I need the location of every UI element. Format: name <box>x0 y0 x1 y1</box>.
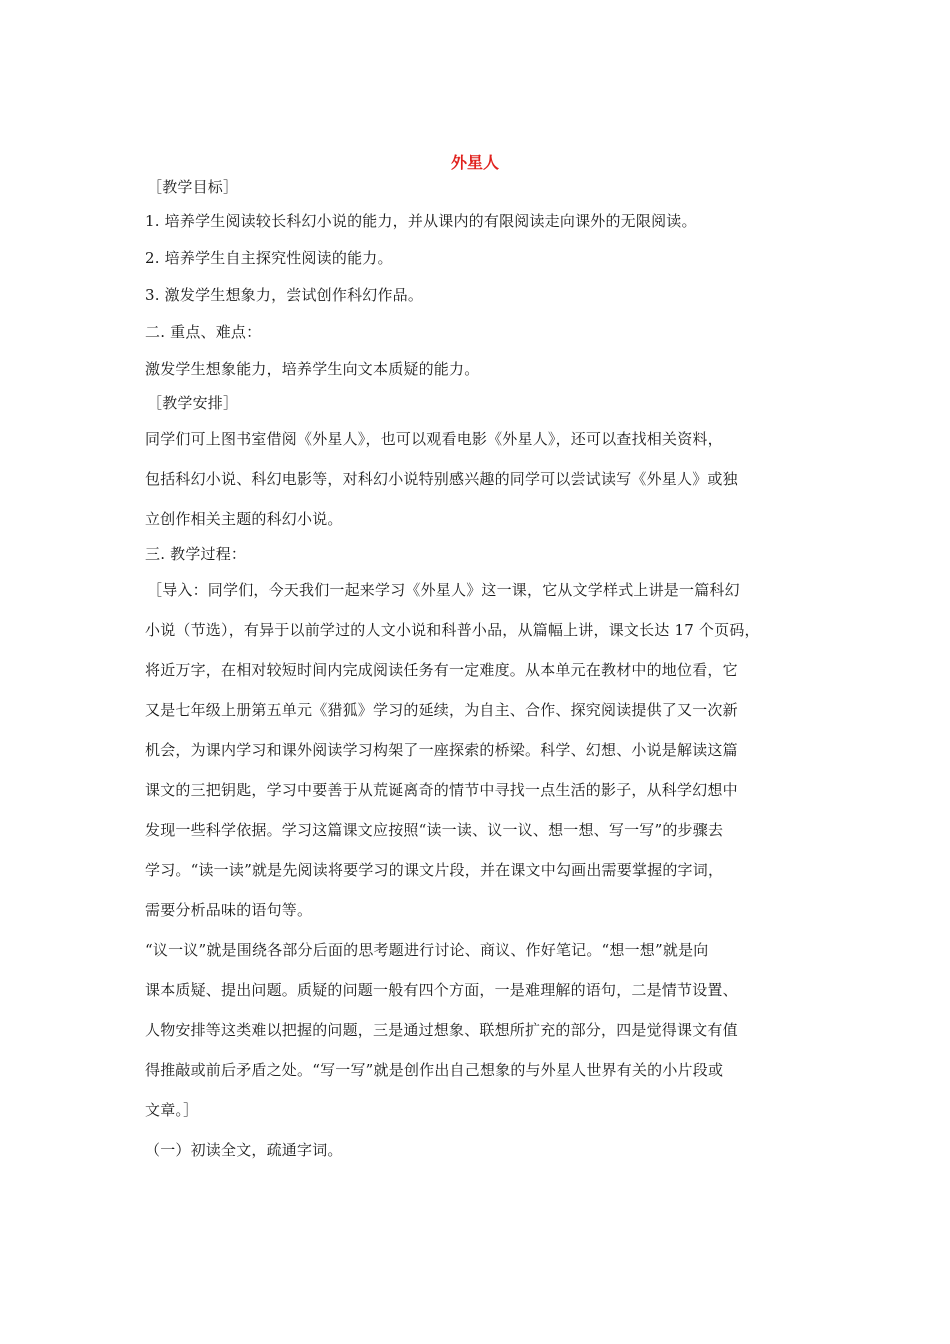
document-body <box>145 172 815 1170</box>
paragraph-line: 人物安排等这类难以把握的问题，三是通过想象、联想所扩充的部分，四是觉得课文有值 <box>145 1021 738 1039</box>
objective-item: 1. 培养学生阅读较长科幻小说的能力，并从课内的有限阅读走向课外的无限阅读。 <box>145 212 697 230</box>
paragraph-line: 需要分析品味的语句等。 <box>145 901 313 919</box>
paragraph-line: 又是七年级上册第五单元《猎狐》学习的延续，为自主、合作、探究阅读提供了又一次新 <box>145 701 738 719</box>
paragraph-line: 小说（节选），有异于以前学过的人文小说和科普小品，从篇幅上讲，课文长达 17 个页码， <box>145 621 760 639</box>
section-heading-objectives: ［教学目标］ <box>147 178 239 196</box>
objective-item: 2. 培养学生自主探究性阅读的能力。 <box>145 249 393 267</box>
paragraph-line: 得推敲或前后矛盾之处。“写一写”就是创作出自己想象的与外星人世界有关的小片段或 <box>145 1061 724 1079</box>
paragraph-line: 激发学生想象能力，培养学生向文本质疑的能力。 <box>145 360 480 378</box>
sub-heading-first-reading: （一）初读全文，疏通字词。 <box>145 1141 343 1159</box>
paragraph-line: ［导入：同学们，今天我们一起来学习《外星人》这一课，它从文学样式上讲是一篇科幻 <box>147 581 740 599</box>
section-heading-key-points: 二. 重点、难点： <box>145 323 262 341</box>
paragraph-line: 发现一些科学依据。学习这篇课文应按照“读一读、议一议、想一想、写一写”的步骤去 <box>145 821 724 839</box>
paragraph-line: 课文的三把钥匙，学习中要善于从荒诞离奇的情节中寻找一点生活的影子，从科学幻想中 <box>145 781 738 799</box>
paragraph-line: 学习。“读一读”就是先阅读将要学习的课文片段，并在课文中勾画出需要掌握的字词， <box>145 861 724 879</box>
paragraph-line: 同学们可上图书室借阅《外星人》，也可以观看电影《外星人》，还可以查找相关资料， <box>145 430 723 448</box>
section-heading-arrangement: ［教学安排］ <box>147 394 239 412</box>
paragraph-line: 立创作相关主题的科幻小说。 <box>145 510 343 528</box>
paragraph-line: 课本质疑、提出问题。质疑的问题一般有四个方面，一是难理解的语句，二是情节设置、 <box>145 981 738 999</box>
paragraph-line: 将近万字，在相对较短时间内完成阅读任务有一定难度。从本单元在教材中的地位看，它 <box>145 661 738 679</box>
paragraph-line: 机会，为课内学习和课外阅读学习构架了一座探索的桥梁。科学、幻想、小说是解读这篇 <box>145 741 738 759</box>
document-title: 外星人 <box>450 153 499 172</box>
paragraph-line: 文章。］ <box>145 1101 199 1119</box>
section-heading-process: 三. 教学过程： <box>145 545 247 563</box>
objective-item: 3. 激发学生想象力，尝试创作科幻作品。 <box>145 286 424 304</box>
paragraph-line: “议一议”就是围绕各部分后面的思考题进行讨论、商议、作好笔记。“想一想”就是向 <box>145 941 709 959</box>
paragraph-line: 包括科幻小说、科幻电影等，对科幻小说特别感兴趣的同学可以尝试读写《外星人》或独 <box>145 470 738 488</box>
